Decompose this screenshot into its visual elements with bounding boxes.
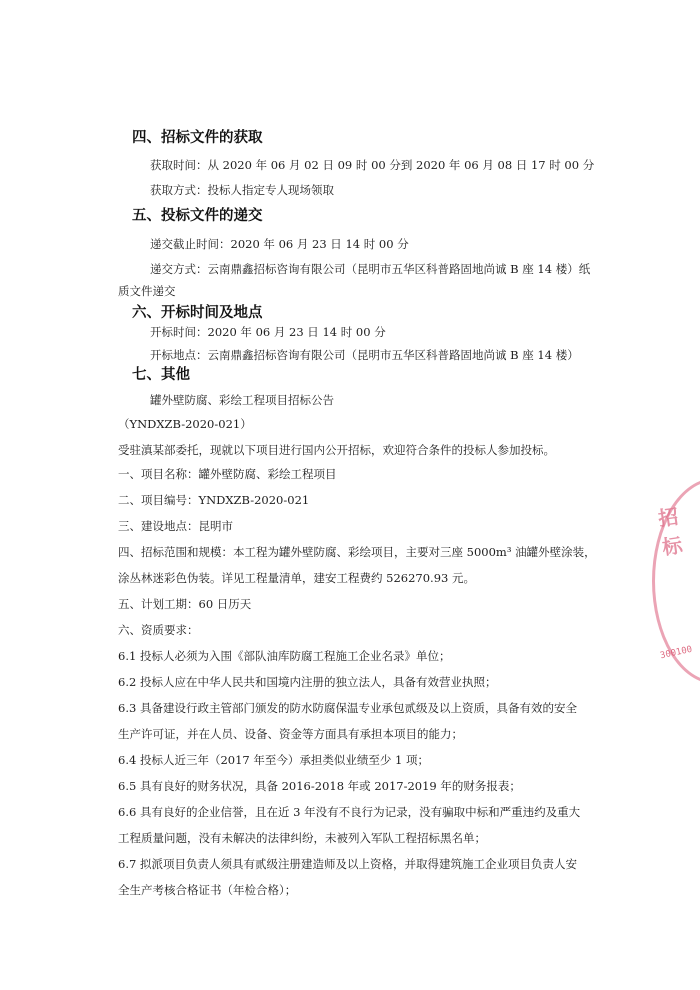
item-location: 三、建设地点：昆明市 <box>118 519 233 533</box>
item-qualifications: 六、资质要求： <box>118 623 199 637</box>
qualification-6-1: 6.1 投标人必须为入围《部队油库防腐工程施工企业名录》单位； <box>118 649 451 663</box>
item-project-name: 一、项目名称：罐外壁防腐、彩绘工程项目 <box>118 467 337 481</box>
announcement-code: （YNDXZB-2020-021） <box>118 417 252 431</box>
seal-text: 招标 <box>656 503 686 560</box>
item-scope-line1: 四、招标范围和规模：本工程为罐外壁防腐、彩绘项目，主要对三座 5000m³ 油罐外壁涂装， <box>118 545 596 559</box>
qualification-6-3-line2: 生产许可证，并在人员、设备、资金等方面具有承担本项目的能力； <box>118 727 463 741</box>
section-heading-4: 四、招标文件的获取 <box>132 130 263 146</box>
qualification-6-7-line2: 全生产考核合格证书（年检合格）； <box>118 883 297 897</box>
item-scope-line2: 涂丛林迷彩色伪装。详见工程量清单，建安工程费约 526270.93 元。 <box>118 571 475 585</box>
qualification-6-5: 6.5 具有良好的财务状况，具备 2016-2018 年或 2017-2019 年的财务报表； <box>118 779 521 793</box>
item-project-code: 二、项目编号：YNDXZB-2020-021 <box>118 493 310 507</box>
opening-time: 开标时间：2020 年 06 月 23 日 14 时 00 分 <box>150 325 386 339</box>
item-duration: 五、计划工期：60 日历天 <box>118 597 252 611</box>
submission-deadline: 递交截止时间：2020 年 06 月 23 日 14 时 00 分 <box>150 237 409 251</box>
submission-method-line1: 递交方式：云南鼎鑫招标咨询有限公司（昆明市五华区科普路固地尚诚 B 座 14 楼）纸 <box>150 262 591 276</box>
acquisition-time: 获取时间：从 2020 年 06 月 02 日 09 时 00 分到 2020 年 06 月 08 日 17 时 00 分 <box>150 158 595 172</box>
qualification-6-6-line2: 工程质量问题，没有未解决的法律纠纷，未被列入军队工程招标黑名单； <box>118 831 486 845</box>
section-heading-7: 七、其他 <box>132 367 190 383</box>
qualification-6-4: 6.4 投标人近三年（2017 年至今）承担类似业绩至少 1 项； <box>118 753 429 767</box>
announcement-intro: 受驻滇某部委托，现就以下项目进行国内公开招标，欢迎符合条件的投标人参加投标。 <box>118 443 555 457</box>
section-heading-5: 五、投标文件的递交 <box>132 208 263 224</box>
submission-method-line2: 质文件递交 <box>118 284 176 298</box>
seal-number: 300100 <box>659 644 694 662</box>
announcement-title: 罐外壁防腐、彩绘工程项目招标公告 <box>150 393 334 407</box>
qualification-6-6-line1: 6.6 具有良好的企业信誉，且在近 3 年没有不良行为记录，没有骗取中标和严重违约及重大 <box>118 805 581 819</box>
section-heading-6: 六、开标时间及地点 <box>132 305 263 321</box>
opening-place: 开标地点：云南鼎鑫招标咨询有限公司（昆明市五华区科普路固地尚诚 B 座 14 楼） <box>150 348 579 362</box>
qualification-6-3-line1: 6.3 具备建设行政主管部门颁发的防水防腐保温专业承包贰级及以上资质，具备有效的安全 <box>118 701 577 715</box>
qualification-6-7-line1: 6.7 拟派项目负责人须具有贰级注册建造师及以上资格，并取得建筑施工企业项目负责人安 <box>118 857 577 871</box>
qualification-6-2: 6.2 投标人应在中华人民共和国境内注册的独立法人，具备有效营业执照； <box>118 675 497 689</box>
acquisition-method: 获取方式：投标人指定专人现场领取 <box>150 183 334 197</box>
